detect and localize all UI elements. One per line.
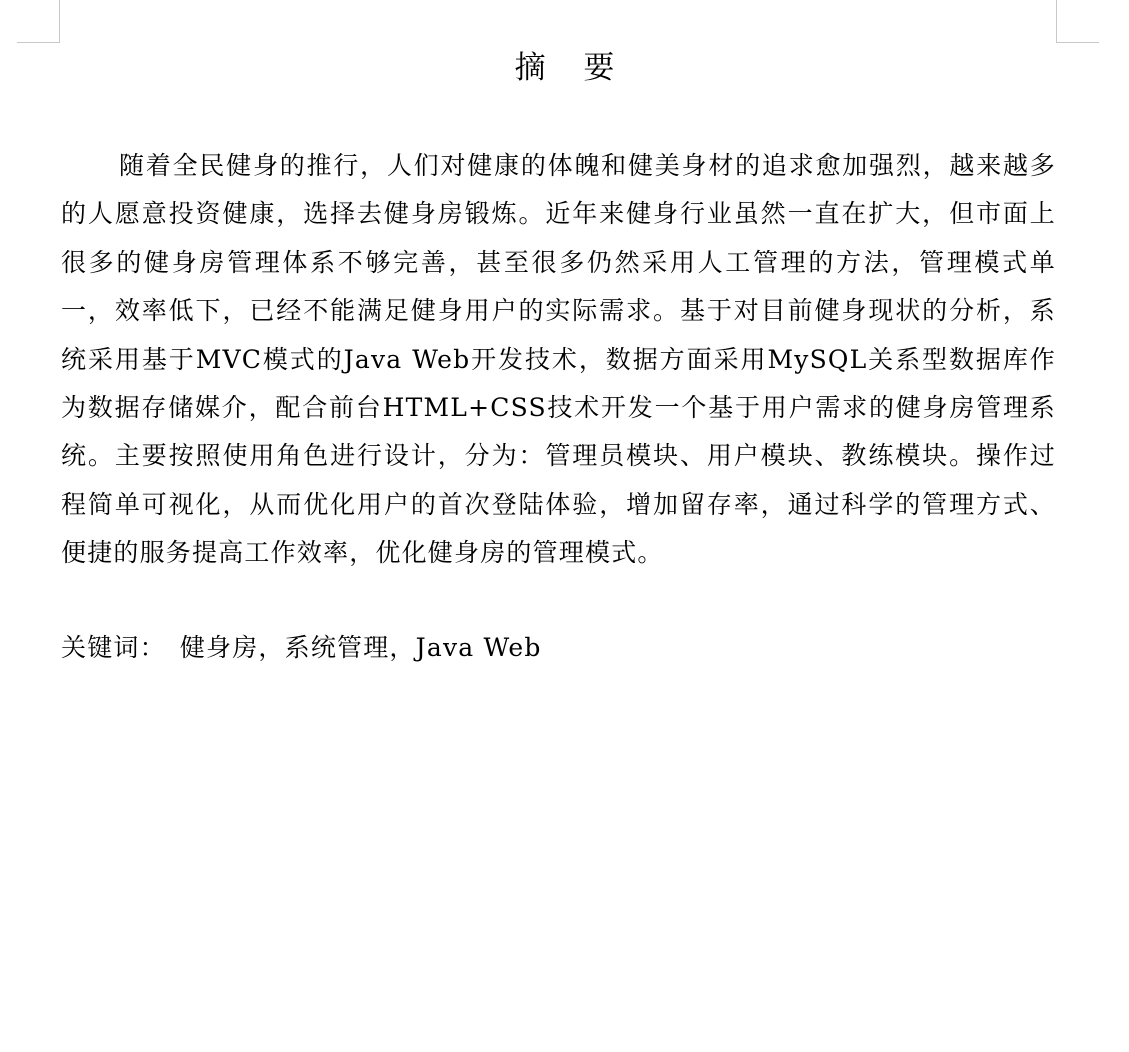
keywords-line [61, 626, 1056, 670]
keywords-value: 健身房，系统管理，Java Web [179, 633, 542, 662]
abstract-paragraph: 随着全民健身的推行，人们对健康的体魄和健美身材的追求愈加强烈，越来越多的人愿意投资健康，选择去健身房锻炼。近年来健身行业虽然一直在扩大，但市面上很多的健身房管理体系不够完善，甚至很多仍然采用人工管理的方法，管理模式单一，效率低下，已经不能满足健身用户的实际需求。基于对目前健身现状的分析，系统采用基于MVC模式的Java Web开发技术，数据方面采用MySQL关系型数据库作为数据存储媒介，配合前台HTML+CSS技术开发一个基于用户需求的健身房管理系统。主要按照使用角色进行设计，分为：管理员模块、用户模块、教练模块。操作过程简单可视化，从而优化用户的首次登陆体验，增加留存率，通过科学的管理方式、便捷的服务提高工作效率，优化健身房的管理模式。 [61, 151, 1056, 568]
keywords-label: 关键词： [61, 633, 166, 662]
top-left-crop-mark [17, 0, 60, 43]
top-right-crop-mark [1056, 0, 1099, 43]
abstract-title: 摘 要 [514, 50, 629, 86]
